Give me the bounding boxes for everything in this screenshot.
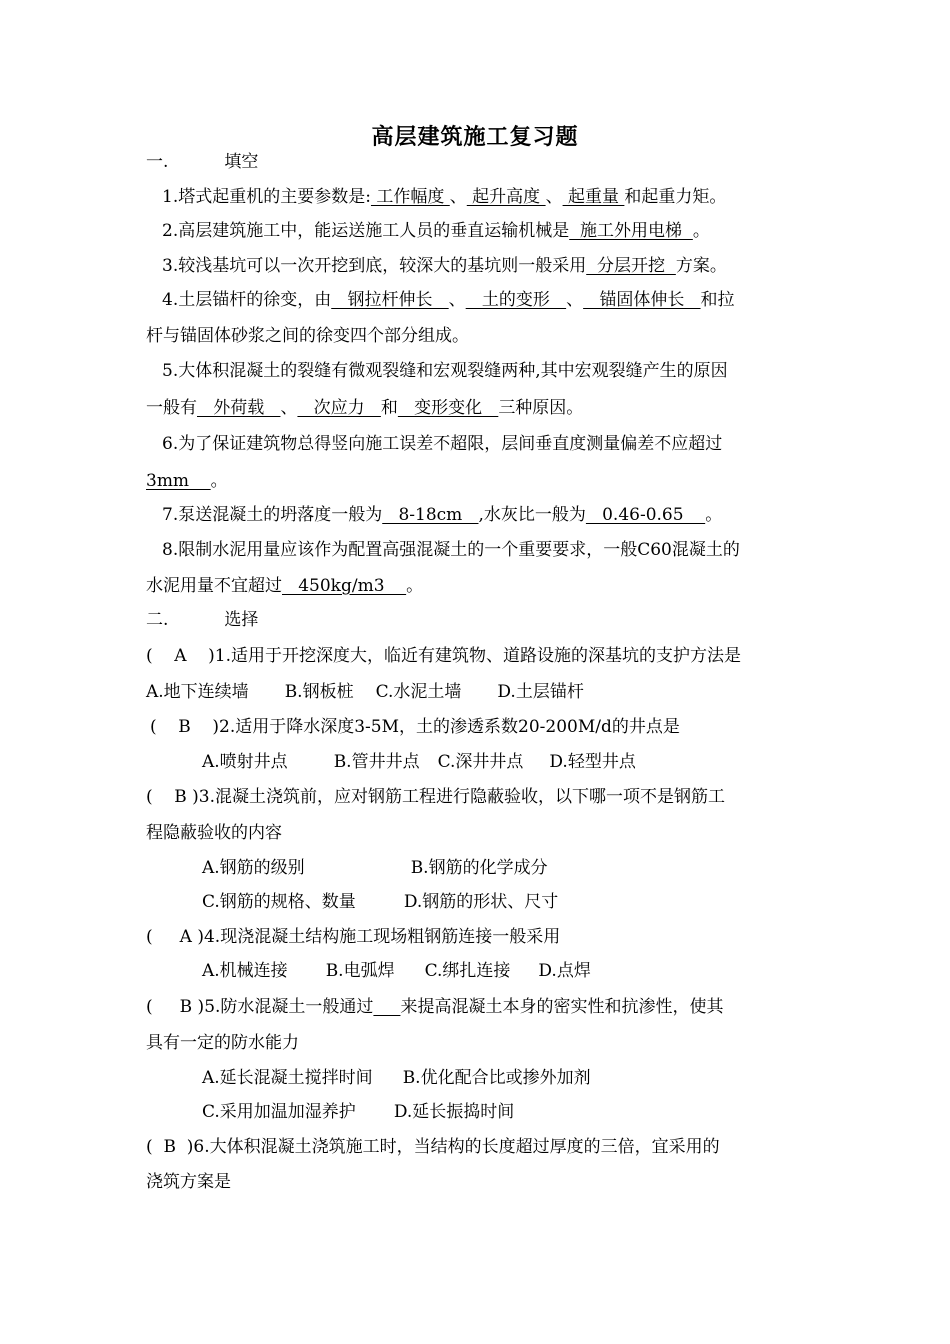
choice-options-1 [146, 680, 807, 704]
option: D.点焊 [538, 961, 591, 981]
section-label: 填空 [224, 152, 259, 172]
choice-options-4 [202, 959, 807, 983]
choice-options-3b [202, 890, 807, 914]
section-number: 一. [146, 152, 169, 172]
fill-question-5: 5.大体积混凝土的裂缝有微观裂缝和宏观裂缝两种,其中宏观裂缝产生的原因 [162, 361, 728, 381]
answer-blank: 外荷载 [197, 398, 281, 418]
answer-blank: 工作幅度 [370, 187, 450, 207]
fill-question-5-cont: 一般有 外荷载 、 次应力 和 变形变化 三种原因。 [146, 398, 584, 418]
choice-options-3a [202, 856, 807, 880]
choice-options-5b [202, 1100, 807, 1124]
option: B.钢板桩 [284, 682, 354, 702]
answer-blank: 0.46-0.65 [585, 505, 706, 525]
answer-blank: 8-18cm [382, 505, 479, 525]
section-heading-fill [146, 150, 807, 174]
option: A.机械连接 [202, 961, 288, 981]
choice-question-5: ( B )5.防水混凝土一般通过 来提高混凝土本身的密实性和抗渗性，使其 [146, 997, 724, 1017]
choice-question-3-cont: 程隐蔽验收的内容 [146, 823, 282, 843]
fill-question-8-cont: 水泥用量不宜超过 450kg/m3 。 [146, 576, 424, 596]
choice-question-6: ( B )6.大体积混凝土浇筑施工时，当结构的长度超过厚度的三倍，宜采用的 [146, 1137, 720, 1157]
option: A.钢筋的级别 [202, 858, 305, 878]
choice-question-2: ( B )2.适用于降水深度3-5M，土的渗透系数20-200M/d的井点是 [150, 717, 680, 737]
choice-question-3: ( B )3.混凝土浇筑前，应对钢筋工程进行隐蔽验收，以下哪一项不是钢筋工 [146, 787, 725, 807]
answer-mark: ( B ) [146, 787, 199, 807]
section-number: 二. [146, 610, 169, 630]
section-label: 选择 [224, 610, 259, 630]
answer-mark: ( A ) [146, 646, 215, 666]
fill-question-7: 7.泵送混凝土的坍落度一般为 8-18cm ,水灰比一般为 0.46-0.65 。 [162, 505, 723, 525]
answer-blank: 起重量 [562, 187, 625, 207]
fill-question-6-cont: 3mm 。 [146, 471, 228, 491]
fill-question-1: 1.塔式起重机的主要参数是: 工作幅度 、 起升高度 、 起重量 和起重力矩。 [162, 187, 727, 207]
option: D.钢筋的形状、尺寸 [403, 892, 559, 912]
section-heading-choice [146, 608, 807, 632]
answer-mark: ( B ) [150, 717, 219, 737]
fill-question-8: 8.限制水泥用量应该作为配置高强混凝土的一个重要要求，一般C60混凝土的 [162, 540, 740, 560]
page-title: 高层建筑施工复习题 [371, 124, 579, 150]
option: A.喷射井点 [202, 752, 288, 772]
answer-blank: 土的变形 [465, 290, 567, 310]
answer-blank: 次应力 [297, 398, 381, 418]
option: A.延长混凝土搅拌时间 [202, 1068, 373, 1088]
choice-options-2 [202, 750, 807, 774]
option: D.轻型井点 [549, 752, 636, 772]
fill-question-3: 3.较浅基坑可以一次开挖到底，较深大的基坑则一般采用 分层开挖 方案。 [162, 256, 727, 276]
answer-blank: 钢拉杆伸长 [331, 290, 449, 310]
answer-blank [373, 997, 400, 1017]
fill-question-4-cont: 杆与锚固体砂浆之间的徐变四个部分组成。 [146, 326, 469, 346]
option: B.电弧焊 [325, 961, 395, 981]
answer-blank: 3mm [146, 471, 211, 491]
answer-blank: 450kg/m3 [282, 576, 407, 596]
option: D.土层锚杆 [497, 682, 584, 702]
fill-question-4: 4.土层锚杆的徐变，由 钢拉杆伸长 、 土的变形 、 锚固体伸长 和拉 [162, 290, 735, 310]
option: A.地下连续墙 [146, 682, 249, 702]
answer-blank: 分层开挖 [586, 256, 676, 276]
option: B.优化配合比或掺外加剂 [402, 1068, 591, 1088]
option: B.管井井点 [333, 752, 420, 772]
fill-question-2: 2.高层建筑施工中，能运送施工人员的垂直运输机械是 施工外用电梯 。 [162, 221, 710, 241]
fill-question-6: 6.为了保证建筑物总得竖向施工误差不超限，层间垂直度测量偏差不应超过 [162, 434, 723, 454]
option: C.绑扎连接 [424, 961, 511, 981]
answer-mark: ( B ) [146, 1137, 194, 1157]
answer-blank: 施工外用电梯 [569, 221, 693, 241]
option: D.延长振捣时间 [393, 1102, 515, 1122]
option: C.钢筋的规格、数量 [202, 892, 356, 912]
option: B.钢筋的化学成分 [410, 858, 548, 878]
choice-question-6-cont: 浇筑方案是 [146, 1172, 231, 1192]
answer-blank: 变形变化 [397, 398, 499, 418]
choice-question-1: ( A )1.适用于开挖深度大，临近有建筑物、道路设施的深基坑的支护方法是 [146, 646, 741, 666]
option: C.深井井点 [437, 752, 524, 772]
choice-question-5-cont: 具有一定的防水能力 [146, 1033, 299, 1053]
choice-options-5a [202, 1066, 807, 1090]
answer-mark: ( A ) [146, 927, 204, 947]
answer-mark: ( B ) [146, 997, 205, 1017]
answer-blank: 起升高度 [466, 187, 546, 207]
answer-blank: 锚固体伸长 [583, 290, 701, 310]
option: C.水泥土墙 [375, 682, 462, 702]
option: C.采用加温加湿养护 [202, 1102, 356, 1122]
choice-question-4: ( A )4.现浇混凝土结构施工现场粗钢筋连接一般采用 [146, 927, 561, 947]
